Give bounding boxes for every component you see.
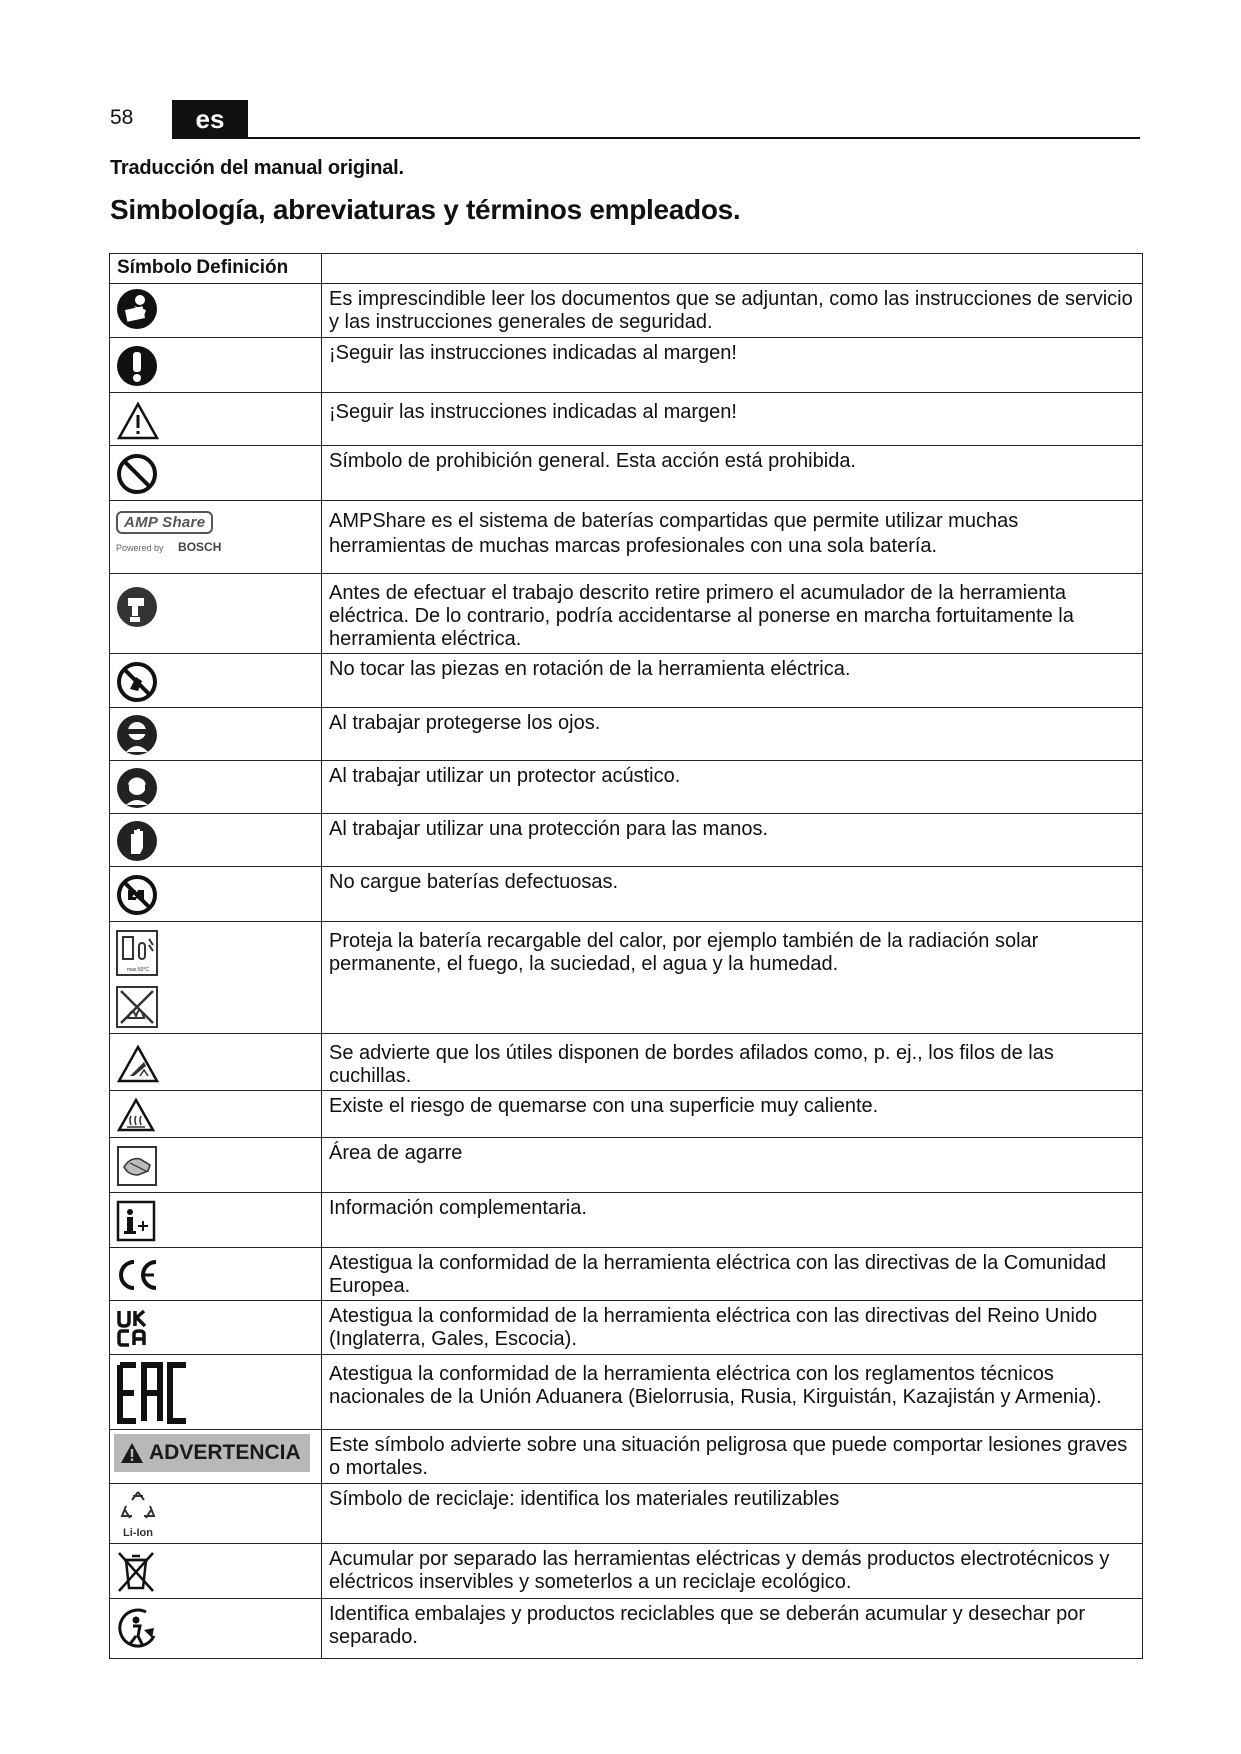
row-definition: No tocar las piezas en rotación de la herramienta eléctrica. (322, 654, 1143, 708)
hot-surface-warning-icon (116, 1097, 156, 1133)
table-row (110, 1301, 1143, 1355)
sharp-edges-warning-icon (116, 1044, 160, 1084)
li-ion-label: Li-Ion (123, 1527, 153, 1539)
definition-column-header (322, 254, 1143, 284)
row-definition: Antes de efectuar el trabajo descrito retire primero el acumulador de la herramienta eléctrica. De lo contrario, podría accidentarse al ponerse en marcha fortuitamente la herramienta eléctrica. (322, 574, 1143, 654)
table-row (110, 1484, 1143, 1544)
table-row (110, 1091, 1143, 1138)
warning-triangle-icon (120, 1442, 144, 1464)
language-badge: es (172, 100, 248, 137)
row-definition: Este símbolo advierte sobre una situación peligrosa que puede comportar lesiones graves o mortales. (322, 1430, 1143, 1484)
table-row (110, 501, 1143, 574)
row-definition: Proteja la batería recargable del calor, por ejemplo también de la radiación solar permanente, el fuego, la suciedad, el agua y la humedad. (322, 922, 1143, 1034)
header-rule (172, 137, 1140, 139)
table-row (110, 1355, 1143, 1430)
prohibition-icon (116, 453, 158, 495)
crossed-bin-icon (116, 1550, 156, 1594)
row-definition: Información complementaria. (322, 1193, 1143, 1248)
page-header (110, 100, 1140, 140)
table-row (110, 708, 1143, 761)
row-definition: Al trabajar protegerse los ojos. (322, 708, 1143, 761)
ampshare-powered-by: Powered by (116, 543, 164, 553)
row-definition: Atestigua la conformidad de la herramienta eléctrica con las directivas de la Comunidad Europea. (322, 1248, 1143, 1301)
table-row (110, 338, 1143, 393)
row-definition: Símbolo de reciclaje: identifica los materiales reutilizables (322, 1484, 1143, 1544)
table-row (110, 1430, 1143, 1484)
page-title: Simbología, abreviaturas y términos empleados. (110, 194, 741, 225)
temperature-label: max.50°C (127, 967, 150, 973)
row-definition: Identifica embalajes y productos reciclables que se deberán acumular y desechar por separado. (322, 1599, 1143, 1659)
table-row (110, 814, 1143, 867)
advertencia-label: ADVERTENCIA (149, 1441, 301, 1464)
ampshare-logo-text: AMP Share (116, 511, 213, 534)
row-definition: Existe el riesgo de quemarse con una superficie muy caliente. (322, 1091, 1143, 1138)
no-fire-water-icon (116, 986, 158, 1028)
row-definition: Acumular por separado las herramientas eléctricas y demás productos electrotécnicos y eléctricos inservibles y someterlos a un reciclaje ecológico. (322, 1544, 1143, 1599)
hand-protection-icon (116, 820, 158, 862)
row-definition: Al trabajar utilizar un protector acústico. (322, 761, 1143, 814)
table-row (110, 867, 1143, 922)
row-definition: Se advierte que los útiles disponen de bordes afilados como, p. ej., los filos de las cuchillas. (322, 1034, 1143, 1091)
table-row (110, 761, 1143, 814)
row-definition: Es imprescindible leer los documentos que se adjuntan, como las instrucciones de servicio y las instrucciones generales de seguridad. (322, 284, 1143, 338)
recycle-arrows-icon (116, 1488, 160, 1524)
table-header-row (110, 254, 1143, 284)
ukca-mark-icon (116, 1308, 152, 1348)
bosch-brand: BOSCH (178, 540, 222, 554)
table-row (110, 446, 1143, 501)
battery-temperature-icon (116, 930, 158, 976)
row-definition: ¡Seguir las instrucciones indicadas al margen! (322, 338, 1143, 393)
table-row (110, 574, 1143, 654)
info-plus-icon (116, 1200, 156, 1242)
row-definition: AMPShare es el sistema de baterías compartidas que permite utilizar muchas herramientas de muchas marcas profesionales con una sola batería. (322, 501, 1143, 574)
symbol-header-label: Símbolo (117, 257, 192, 278)
ce-mark-icon (116, 1258, 160, 1292)
definition-header-label: Definición (196, 257, 289, 278)
no-touch-rotating-icon (116, 661, 158, 703)
row-definition: Área de agarre (322, 1138, 1143, 1193)
table-row (110, 1138, 1143, 1193)
row-definition: No cargue baterías defectuosas. (322, 867, 1143, 922)
recycling-li-ion-icon (116, 1488, 160, 1539)
grip-area-icon (116, 1145, 158, 1187)
row-definition: Al trabajar utilizar una protección para las manos. (322, 814, 1143, 867)
exclamation-circle-icon (116, 345, 158, 387)
advertencia-banner (114, 1434, 310, 1472)
ear-protection-icon (116, 767, 158, 809)
table-row (110, 1248, 1143, 1301)
eye-protection-icon (116, 714, 158, 756)
table-row (110, 654, 1143, 708)
battery-heat-protection-icon (116, 930, 315, 1028)
triman-icon (116, 1606, 160, 1650)
eac-mark-icon (116, 1361, 192, 1425)
symbol-column-header (110, 254, 322, 284)
row-definition: ¡Seguir las instrucciones indicadas al margen! (322, 393, 1143, 446)
symbols-table (109, 253, 1143, 1659)
table-row (110, 393, 1143, 446)
page-subtitle: Traducción del manual original. (110, 157, 404, 179)
table-row (110, 1034, 1143, 1091)
table-row (110, 922, 1143, 1034)
row-definition: Atestigua la conformidad de la herramienta eléctrica con las directivas del Reino Unido (Inglaterra, Gales, Escocia). (322, 1301, 1143, 1355)
row-definition: Símbolo de prohibición general. Esta acción está prohibida. (322, 446, 1143, 501)
table-row (110, 1544, 1143, 1599)
warning-triangle-icon (116, 401, 160, 441)
no-charge-defective-battery-icon (116, 874, 158, 916)
table-row (110, 1599, 1143, 1659)
read-manual-icon (116, 288, 158, 330)
table-row (110, 1193, 1143, 1248)
table-row (110, 284, 1143, 338)
remove-battery-icon (116, 586, 158, 628)
page-number: 58 (110, 106, 134, 129)
ampshare-logo (116, 511, 315, 554)
row-definition: Atestigua la conformidad de la herramienta eléctrica con los reglamentos técnicos nacionales de la Unión Aduanera (Bielorrusia, Rusia, Kirguistán, Kazajistán y Armenia). (322, 1355, 1143, 1430)
